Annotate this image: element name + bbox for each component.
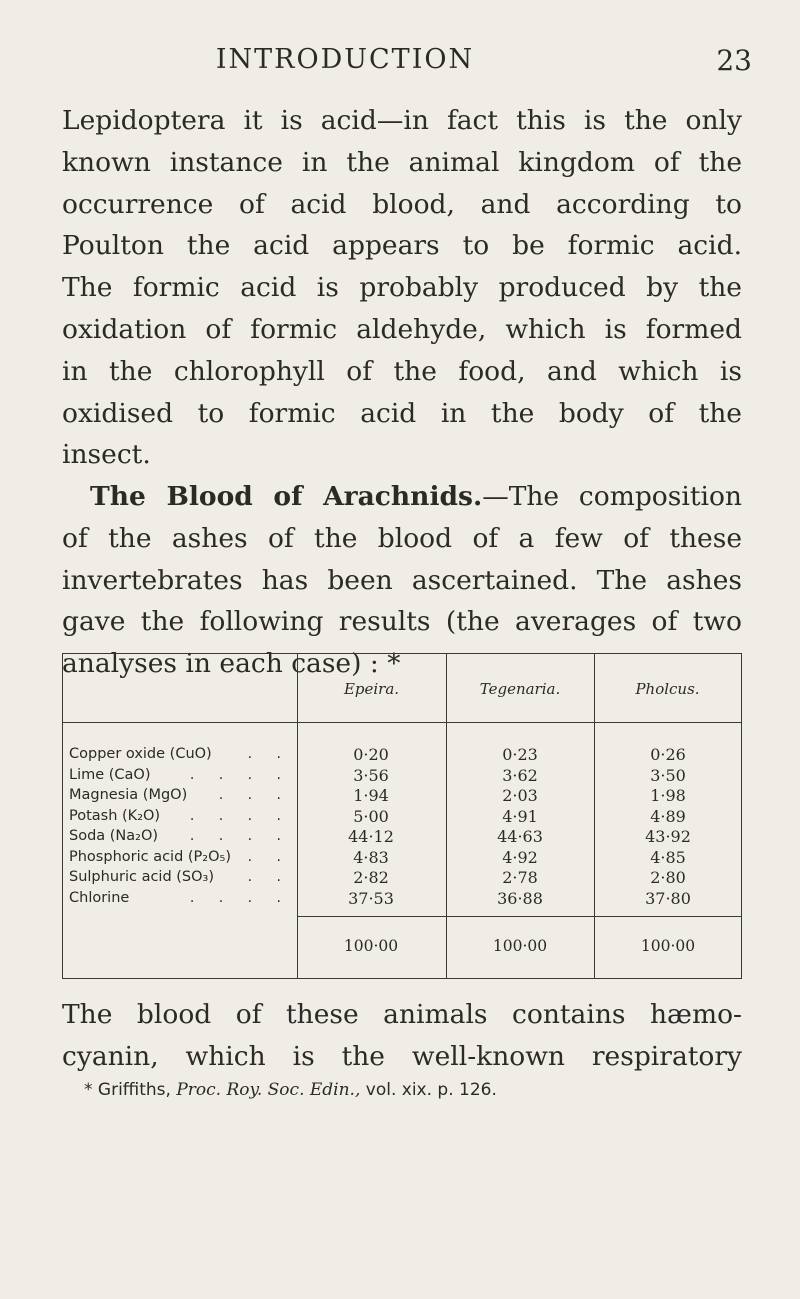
text-line: analyses in each case) : *	[62, 648, 401, 680]
row-label: Chlorine	[69, 889, 130, 906]
column-divider	[297, 654, 298, 978]
table-cell: 4·89	[650, 806, 686, 826]
table-cell: 1·94	[353, 786, 389, 805]
text-line: invertebrates has been ascertained. The ashes	[62, 564, 742, 596]
section-heading: The Blood of Arachnids.	[90, 481, 483, 512]
total-epeira: 100·00	[343, 937, 399, 955]
row-label: Soda (Na₂O)	[69, 828, 159, 844]
table-cell: 3·50	[650, 765, 686, 785]
footnote	[84, 1080, 744, 1100]
leader-dots: . . . .	[189, 807, 291, 824]
text-line: The blood of these animals contains hæmo-	[62, 999, 742, 1030]
column-divider	[446, 654, 447, 978]
text-line: known instance in the animal kingdom of the	[62, 146, 742, 178]
paragraph-3	[62, 994, 742, 1078]
text-line	[62, 476, 742, 518]
table-cell: 0·26	[650, 745, 686, 764]
footnote-reference: vol. xix. p. 126.	[365, 1080, 497, 1100]
table-cell: 2·78	[502, 868, 538, 887]
text-line: Poulton the acid appears to be formic acid.	[62, 230, 742, 262]
leader-dots: . .	[247, 869, 291, 885]
table-cell: 5·00	[353, 806, 389, 826]
text-line: Lepidoptera it is acid—in fact this is the only	[62, 105, 742, 136]
text-line: gave the following results (the averages of two	[62, 606, 742, 638]
total-tegenaria: 100·00	[492, 937, 548, 955]
table-cell: 2·03	[502, 786, 538, 805]
table-cell: 4·85	[650, 847, 686, 867]
text-line: insect.	[62, 439, 151, 471]
total-divider	[297, 916, 741, 917]
text-line: oxidised to formic acid in the body of the	[62, 397, 742, 429]
column-header-pholcus: Pholcus.	[635, 680, 700, 698]
column-header-tegenaria: Tegenaria.	[479, 680, 561, 698]
text-line: in the chlorophyll of the food, and which is	[62, 355, 742, 387]
text-line: The formic acid is probably produced by the	[62, 272, 742, 304]
table-cell: 43·92	[645, 827, 691, 846]
text-line: occurrence of acid blood, and according to	[62, 188, 742, 220]
text-line: of the ashes of the blood of a few of these	[62, 522, 742, 554]
leader-dots: . .	[247, 848, 291, 865]
table-cell: 44·12	[348, 827, 394, 846]
leader-dots: . . . .	[189, 766, 291, 783]
table-cell: 44·63	[497, 827, 543, 846]
table-cell: 3·62	[502, 765, 538, 785]
table-cell: 4·91	[502, 806, 538, 826]
row-label: Magnesia (MgO)	[69, 787, 188, 803]
row-label: Potash (K₂O)	[69, 807, 161, 824]
running-title: INTRODUCTION	[215, 44, 475, 75]
column-header-epeira: Epeira.	[343, 680, 400, 698]
leader-dots: . . . .	[189, 889, 291, 906]
table-cell: 36·88	[497, 888, 543, 908]
text-line: cyanin, which is the well-known respiratory	[62, 1040, 742, 1072]
table-cell: 2·82	[353, 868, 389, 887]
table-cell: 37·53	[348, 888, 394, 908]
leader-dots: . . . .	[189, 828, 291, 844]
text-line: oxidation of formic aldehyde, which is formed	[62, 313, 742, 345]
table-cell: 1·98	[650, 786, 686, 805]
table-cell: 37·80	[645, 888, 691, 908]
footnote-marker: *	[84, 1080, 93, 1100]
footnote-journal: Proc. Roy. Soc. Edin.,	[176, 1080, 361, 1100]
table-cell: 4·92	[502, 847, 538, 867]
row-label: Sulphuric acid (SO₃)	[69, 869, 215, 885]
row-label: Lime (CaO)	[69, 766, 151, 783]
table-cell: 3·56	[353, 765, 389, 785]
table-cell: 4·83	[353, 847, 389, 867]
table-cell: 2·80	[650, 868, 686, 887]
heading-continuation: —The composition	[482, 481, 742, 512]
leader-dots: . . .	[218, 787, 291, 803]
column-divider	[594, 654, 595, 978]
leader-dots: . .	[247, 746, 291, 762]
row-label: Phosphoric acid (P₂O₅)	[69, 848, 231, 865]
page-number: 23	[716, 44, 752, 77]
table-cell: 0·20	[353, 745, 389, 764]
footnote-author: Griffiths,	[97, 1080, 171, 1100]
running-header	[0, 44, 800, 84]
paragraph-1	[62, 100, 742, 476]
header-divider	[63, 722, 741, 723]
total-pholcus: 100·00	[640, 937, 696, 955]
ash-composition-table	[62, 653, 742, 979]
row-label: Copper oxide (CuO)	[69, 746, 212, 762]
table-cell: 0·23	[502, 745, 538, 764]
